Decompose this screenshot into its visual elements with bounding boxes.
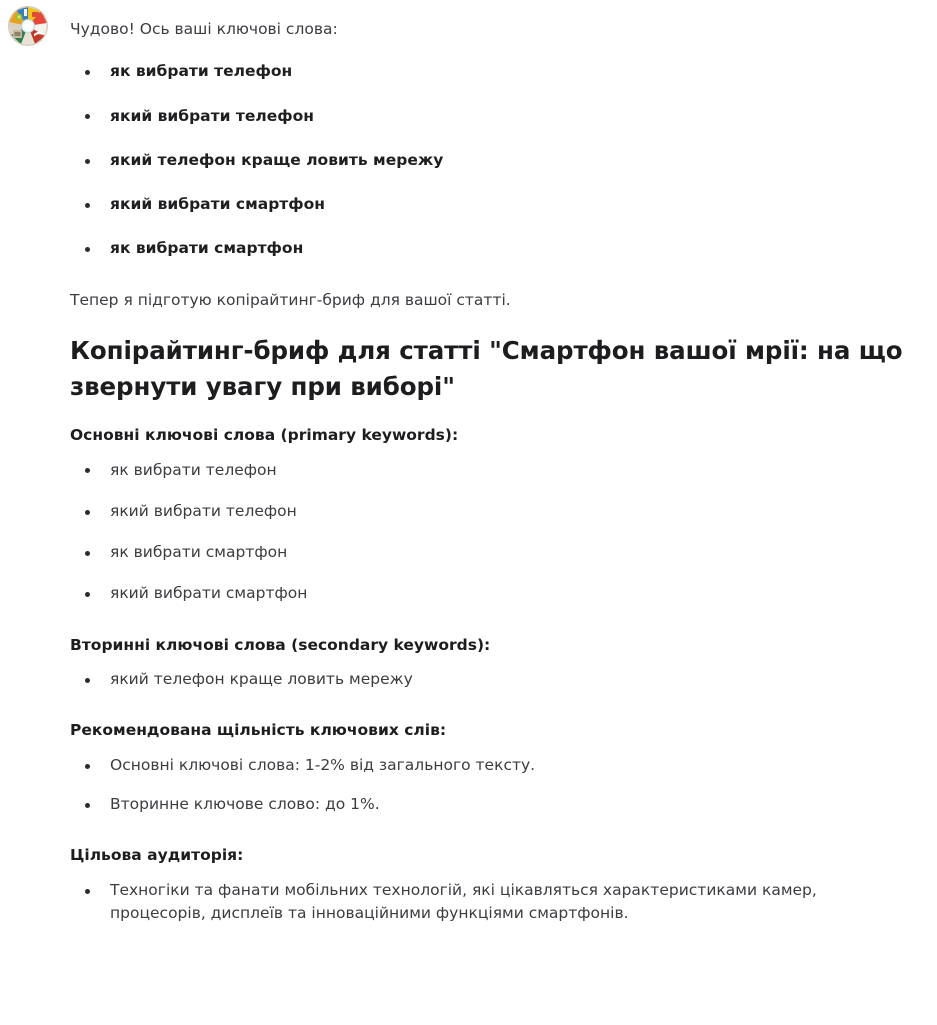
list-item-text: який вибрати смартфон — [110, 195, 326, 214]
follow-up-paragraph: Тепер я підготую копірайтинг-бриф для вашої статті. — [70, 290, 511, 309]
list-item — [70, 668, 917, 691]
list-item — [70, 459, 917, 482]
list-item-text: який вибрати смартфон — [110, 584, 308, 603]
secondary-keywords-list — [70, 668, 917, 691]
section-heading-target-audience: Цільова аудиторія: — [70, 846, 244, 865]
list-item — [70, 237, 917, 260]
avatar[interactable] — [8, 6, 48, 46]
spacer — [70, 816, 917, 844]
spacer — [70, 404, 917, 424]
list-item — [70, 500, 917, 523]
intro-paragraph: Чудово! Ось ваші ключові слова: — [70, 20, 338, 38]
spacer — [70, 447, 917, 459]
section-heading-keyword-density: Рекомендована щільність ключових слів: — [70, 721, 447, 740]
target-audience-list — [70, 879, 917, 926]
spacer — [70, 742, 917, 754]
section-heading-secondary-keywords: Вторинні ключові слова (secondary keywords): — [70, 635, 491, 654]
page-title: Копірайтинг-бриф для статті "Смартфон вашої мрії: на що звернути увагу при виборі" — [70, 336, 903, 401]
list-item-text: який телефон краще ловить мережу — [110, 150, 444, 169]
spacer — [70, 867, 917, 879]
list-item — [70, 541, 917, 564]
spacer — [70, 656, 917, 668]
list-item-text: як вибрати телефон — [110, 460, 277, 479]
spacer — [70, 311, 917, 333]
keywords-list — [70, 60, 917, 260]
list-item-text: який вибрати телефон — [110, 501, 297, 520]
list-item — [70, 149, 917, 172]
spacer — [70, 261, 917, 289]
spacer — [70, 691, 917, 719]
list-item-text: Основні ключові слова: 1-2% від загального тексту. — [110, 755, 536, 774]
colorful-collage-avatar-icon — [8, 6, 48, 46]
list-item — [70, 582, 917, 605]
list-item — [70, 793, 917, 816]
list-item-text: як вибрати телефон — [110, 62, 293, 81]
list-item — [70, 754, 917, 777]
list-item-text: який телефон краще ловить мережу — [110, 670, 413, 689]
list-item-text: який вибрати телефон — [110, 106, 314, 125]
list-item-text: як вибрати смартфон — [110, 543, 288, 562]
spacer — [70, 606, 917, 634]
message-body — [70, 0, 917, 925]
spacer — [70, 40, 917, 60]
keyword-density-list — [70, 754, 917, 817]
primary-keywords-list — [70, 459, 917, 606]
list-item-text: Вторинне ключове слово: до 1%. — [110, 795, 380, 814]
list-item-text: як вибрати смартфон — [110, 239, 304, 258]
list-item — [70, 879, 917, 926]
list-item — [70, 193, 917, 216]
list-item-text: Техногіки та фанати мобільних технологій, які цікавляться характеристиками камер, процесорів, дисплеїв та інноваційними функціями смартфонів. — [110, 880, 817, 923]
section-heading-primary-keywords: Основні ключові слова (primary keywords): — [70, 426, 459, 445]
list-item — [70, 60, 917, 83]
list-item — [70, 105, 917, 128]
